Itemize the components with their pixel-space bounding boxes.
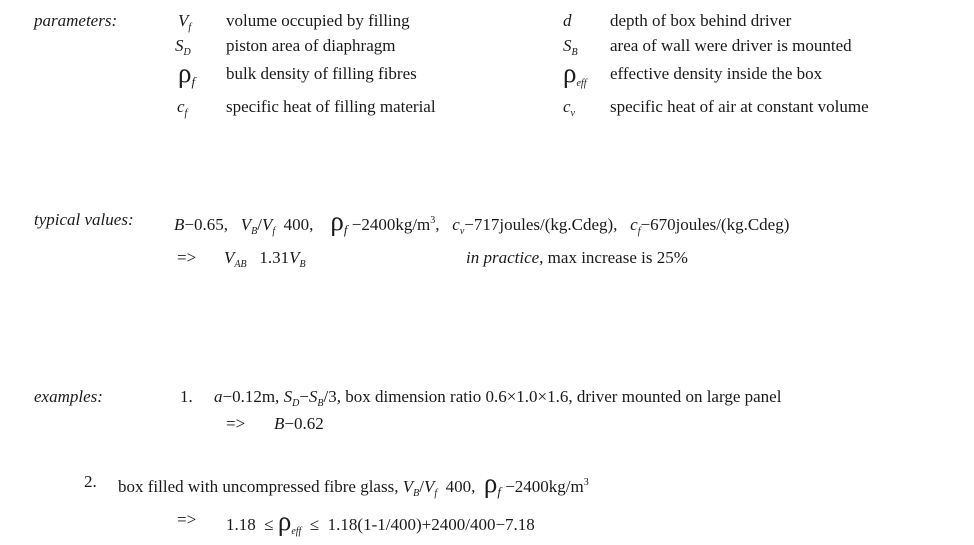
symbol-c-f: $c_f$ xyxy=(177,97,188,119)
desc-s-d: piston area of diaphragm xyxy=(226,36,396,55)
example-1-arrow: => xyxy=(226,414,246,433)
symbol-rho-eff: $\rho_{eff}$ xyxy=(563,58,587,89)
typical-result: $V_{AB}$ $1.31V_B$ xyxy=(224,248,306,270)
typical-values-equation: B−0.65, $V_B/V_f$ 400, $\rho_f -2400kg/m^3$, $c_v-717joules/(kg.Cdeg)$, $c_f-670joules/(kg.Cdeg)$ xyxy=(174,206,790,237)
example-2-number: 2. xyxy=(84,472,97,491)
desc-rho-eff: effective density inside the box xyxy=(610,64,823,83)
symbol-v-f: $V_f$ xyxy=(178,11,192,33)
example-2-text: box filled with uncompressed fibre glass, $V_B/V_f$ 400, $\rho_f -2400kg/m^3$ xyxy=(118,468,589,499)
example-2-result: $1.18 \le \rho_{eff} \le 1.18(1-1/400)+2400/400-7.18$ xyxy=(226,506,535,537)
practice-note: in practice, max increase is 25% xyxy=(466,248,688,267)
desc-d: depth of box behind driver xyxy=(610,11,792,30)
symbol-c-v: $c_v$ xyxy=(563,97,575,119)
symbol-d: d xyxy=(563,11,572,30)
symbol-s-d: $S_D$ xyxy=(175,36,191,58)
example-2-arrow: => xyxy=(177,510,197,529)
desc-rho-f: bulk density of filling fibres xyxy=(226,64,417,83)
desc-c-f: specific heat of filling material xyxy=(226,97,436,116)
desc-v-f: volume occupied by filling xyxy=(226,11,410,30)
parameters-heading: parameters: xyxy=(34,11,118,30)
typical-result-arrow: => xyxy=(177,248,197,267)
symbol-rho-f: $\rho_f$ xyxy=(178,58,196,89)
desc-s-b: area of wall were driver is mounted xyxy=(610,36,852,55)
desc-c-v: specific heat of air at constant volume xyxy=(610,97,869,116)
typical-values-heading: typical values: xyxy=(34,210,134,229)
example-1-text: a−0.12m, $S_D-S_B/3$, box dimension ratio 0.6×1.0×1.6, driver mounted on large panel xyxy=(214,387,782,409)
example-1-result: B−0.62 xyxy=(274,414,324,433)
example-1-number: 1. xyxy=(180,387,193,406)
examples-heading: examples: xyxy=(34,387,103,406)
symbol-s-b: $S_B$ xyxy=(563,36,578,58)
